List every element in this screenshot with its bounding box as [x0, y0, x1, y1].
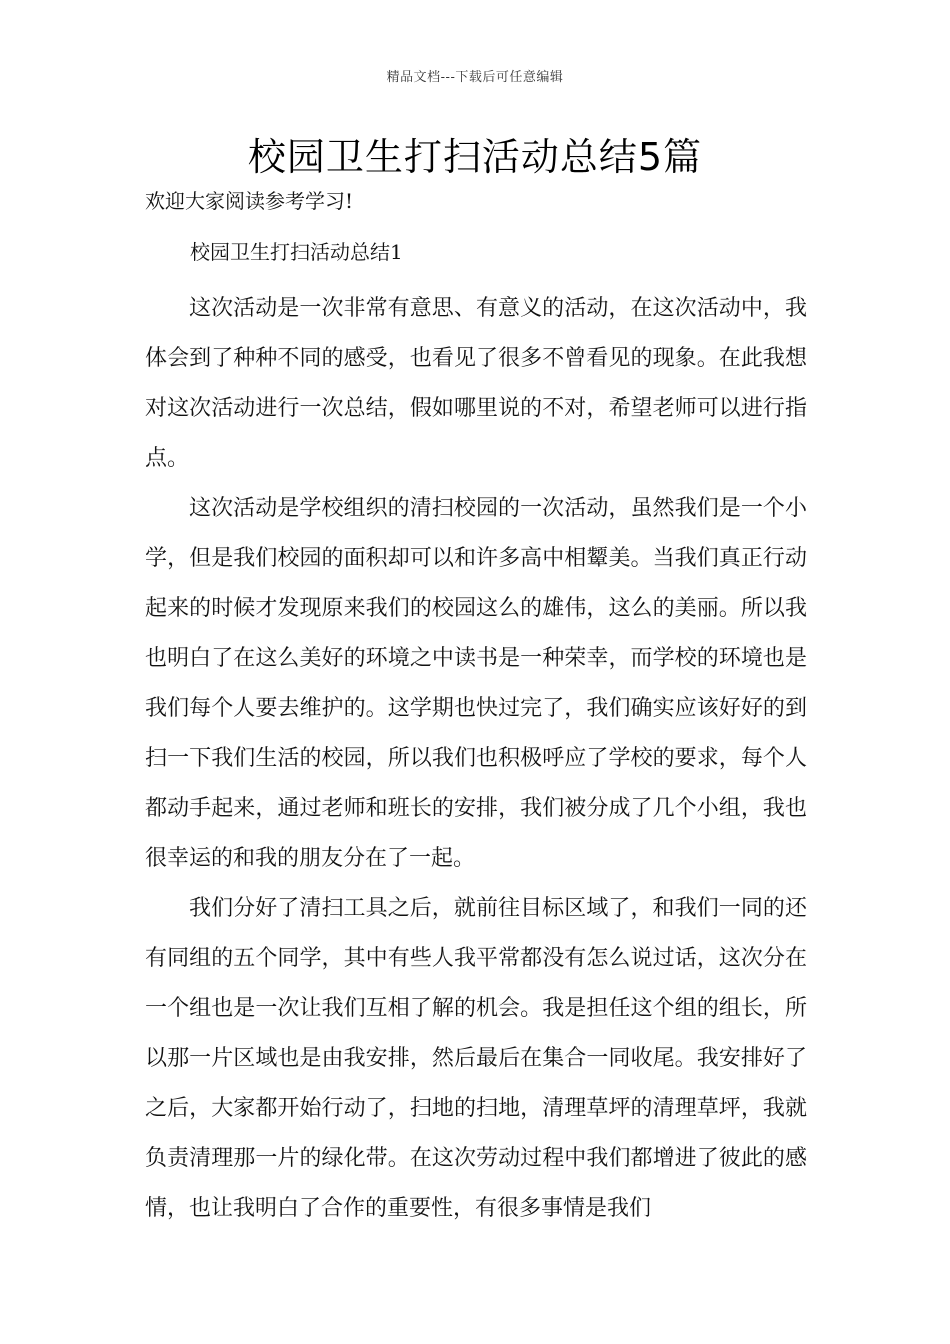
document-title: 校园卫生打扫活动总结5篇 — [247, 135, 703, 179]
paragraph: 这次活动是学校组织的清扫校园的一次活动，虽然我们是一个小学，但是我们校园的面积却可以和许多高中相颦美。当我们真正行动起来的时候才发现原来我们的校园这么的雄伟，这么的美丽。所以我也明白了在这么美好的环境之中读书是一种荣幸，而学校的环境也是我们每个人要去维护的。这学期也快过完了，我们确实应该好好的到扫一下我们生活的校园，所以我们也积极呼应了学校的要求，每个人都动手起来，通过老师和班长的安排，我们被分成了几个小组，我也很幸运的和我的朋友分在了一起。 — [145, 496, 807, 871]
paragraph: 我们分好了清扫工具之后，就前往目标区域了，和我们一同的还有同组的五个同学，其中有些人我平常都没有怎么说过话，这次分在一个组也是一次让我们互相了解的机会。我是担任这个组的组长，所以那一片区域也是由我安排，然后最后在集合一同收尾。我安排好了之后，大家都开始行动了，扫地的扫地，清理草坪的清理草坪，我就负责清理那一片的绿化带。在这次劳动过程中我们都增进了彼此的感情，也让我明白了合作的重要性，有很多事情是我们 — [145, 896, 807, 1221]
paragraph: 这次活动是一次非常有意思、有意义的活动，在这次活动中，我体会到了种种不同的感受，也看见了很多不曾看见的现象。在此我想对这次活动进行一次总结，假如哪里说的不对，希望老师可以进行指点。 — [145, 296, 807, 471]
body-text — [145, 284, 807, 1234]
section-heading: 校园卫生打扫活动总结1 — [190, 240, 403, 264]
header-note: 精品文档---下载后可任意编辑 — [386, 70, 564, 85]
welcome-line: 欢迎大家阅读参考学习! — [145, 189, 354, 213]
